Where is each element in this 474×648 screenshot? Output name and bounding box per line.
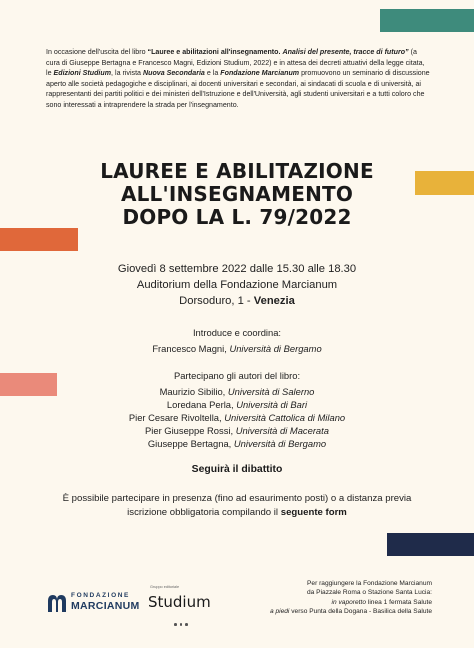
author-entry: Loredana Perla, Università di Bari	[166, 399, 308, 410]
marcianum-text: MARCIANUM	[71, 600, 140, 612]
authors-section	[0, 369, 474, 450]
studium-name: Studium	[148, 593, 211, 611]
event-address: Dorsoduro, 1 - Venezia	[179, 295, 295, 307]
author-entry: Pier Cesare Rivoltella, Università Cattolica di Milano	[128, 412, 346, 423]
author-entry: Giuseppe Bertagna, Università di Bergamo	[147, 438, 327, 449]
directions-line-3: in vaporetto linea 1 fermata Salute	[331, 598, 432, 606]
directions-line-1: Per raggiungere la Fondazione Marcianum	[307, 580, 432, 587]
debate-heading: Seguirà il dibattito	[191, 464, 283, 475]
participation-line-1: È possibile partecipare in presenza (fino ad esaurimento posti) o a distanza previa	[62, 493, 412, 504]
moderator-section	[0, 326, 474, 355]
decorative-bar-teal	[380, 9, 474, 32]
event-title	[0, 160, 474, 229]
event-datetime: Giovedì 8 settembre 2022 dalle 15.30 alle 18.30	[117, 263, 357, 275]
moderator-label: Introduce e coordina:	[192, 327, 282, 338]
fondazione-marcianum-logo	[47, 590, 141, 616]
event-venue: Auditorium della Fondazione Marcianum	[136, 279, 338, 291]
event-city: Venezia	[253, 295, 295, 307]
registration-form-link[interactable]: seguente form	[280, 506, 347, 518]
fondazione-text: FONDAZIONE	[71, 592, 130, 599]
author-entry: Pier Giuseppe Rossi, Università di Macerata	[145, 425, 329, 436]
directions-line-2: da Piazzale Roma o Stazione Santa Lucia:	[307, 589, 432, 597]
decorative-bar-orange	[0, 228, 78, 251]
title-line-3: DOPO LA L. 79/2022	[122, 205, 352, 229]
studium-group-text: Gruppo editoriale	[150, 585, 180, 589]
directions-line-4: a piedi verso Punta della Dogana - Basilica della Salute	[269, 607, 432, 615]
decorative-bar-navy	[387, 533, 474, 556]
intro-paragraph: In occasione dell'uscita del libro “Lauree e abilitazioni all'insegnamento. Analisi del presente, tracce di futuro” (a cura di Giuseppe Bertagna e Francesco Magni, Edizioni Studium, 2022) e in attesa dei decreti attuativi della legge citata, le Edizioni Studium, la rivista Nuova Secondaria e la Fondazione Marcianum promuovono un seminario di discussione aperto alle società pedagogiche e disciplinari, ai docenti universitari e secondari, ai sindacati di scuola e di università, ai rappresentanti dei partiti politici e dei ministeri dell'Istruzione e dell'Università, agli studenti universitari e a tutti coloro che sono interessati a intraprendere la strada per l'insegnamento.	[46, 48, 430, 109]
moderator-entry: Francesco Magni, Università di Bergamo	[152, 343, 322, 354]
participation-line-2: iscrizione obbligatoria compilando il seguente form	[127, 506, 347, 518]
studium-dots-icon	[174, 613, 191, 631]
event-details	[0, 261, 474, 309]
marcianum-emblem-icon	[47, 593, 67, 613]
directions-info	[212, 579, 432, 616]
title-line-2: ALL'INSEGNAMENTO	[120, 182, 354, 206]
author-entry: Maurizio Sibilio, Università di Salerno	[159, 386, 315, 397]
participation-note	[0, 492, 474, 519]
title-line-1: LAUREE E ABILITAZIONE	[100, 159, 374, 183]
authors-label: Partecipano gli autori del libro:	[173, 370, 301, 381]
